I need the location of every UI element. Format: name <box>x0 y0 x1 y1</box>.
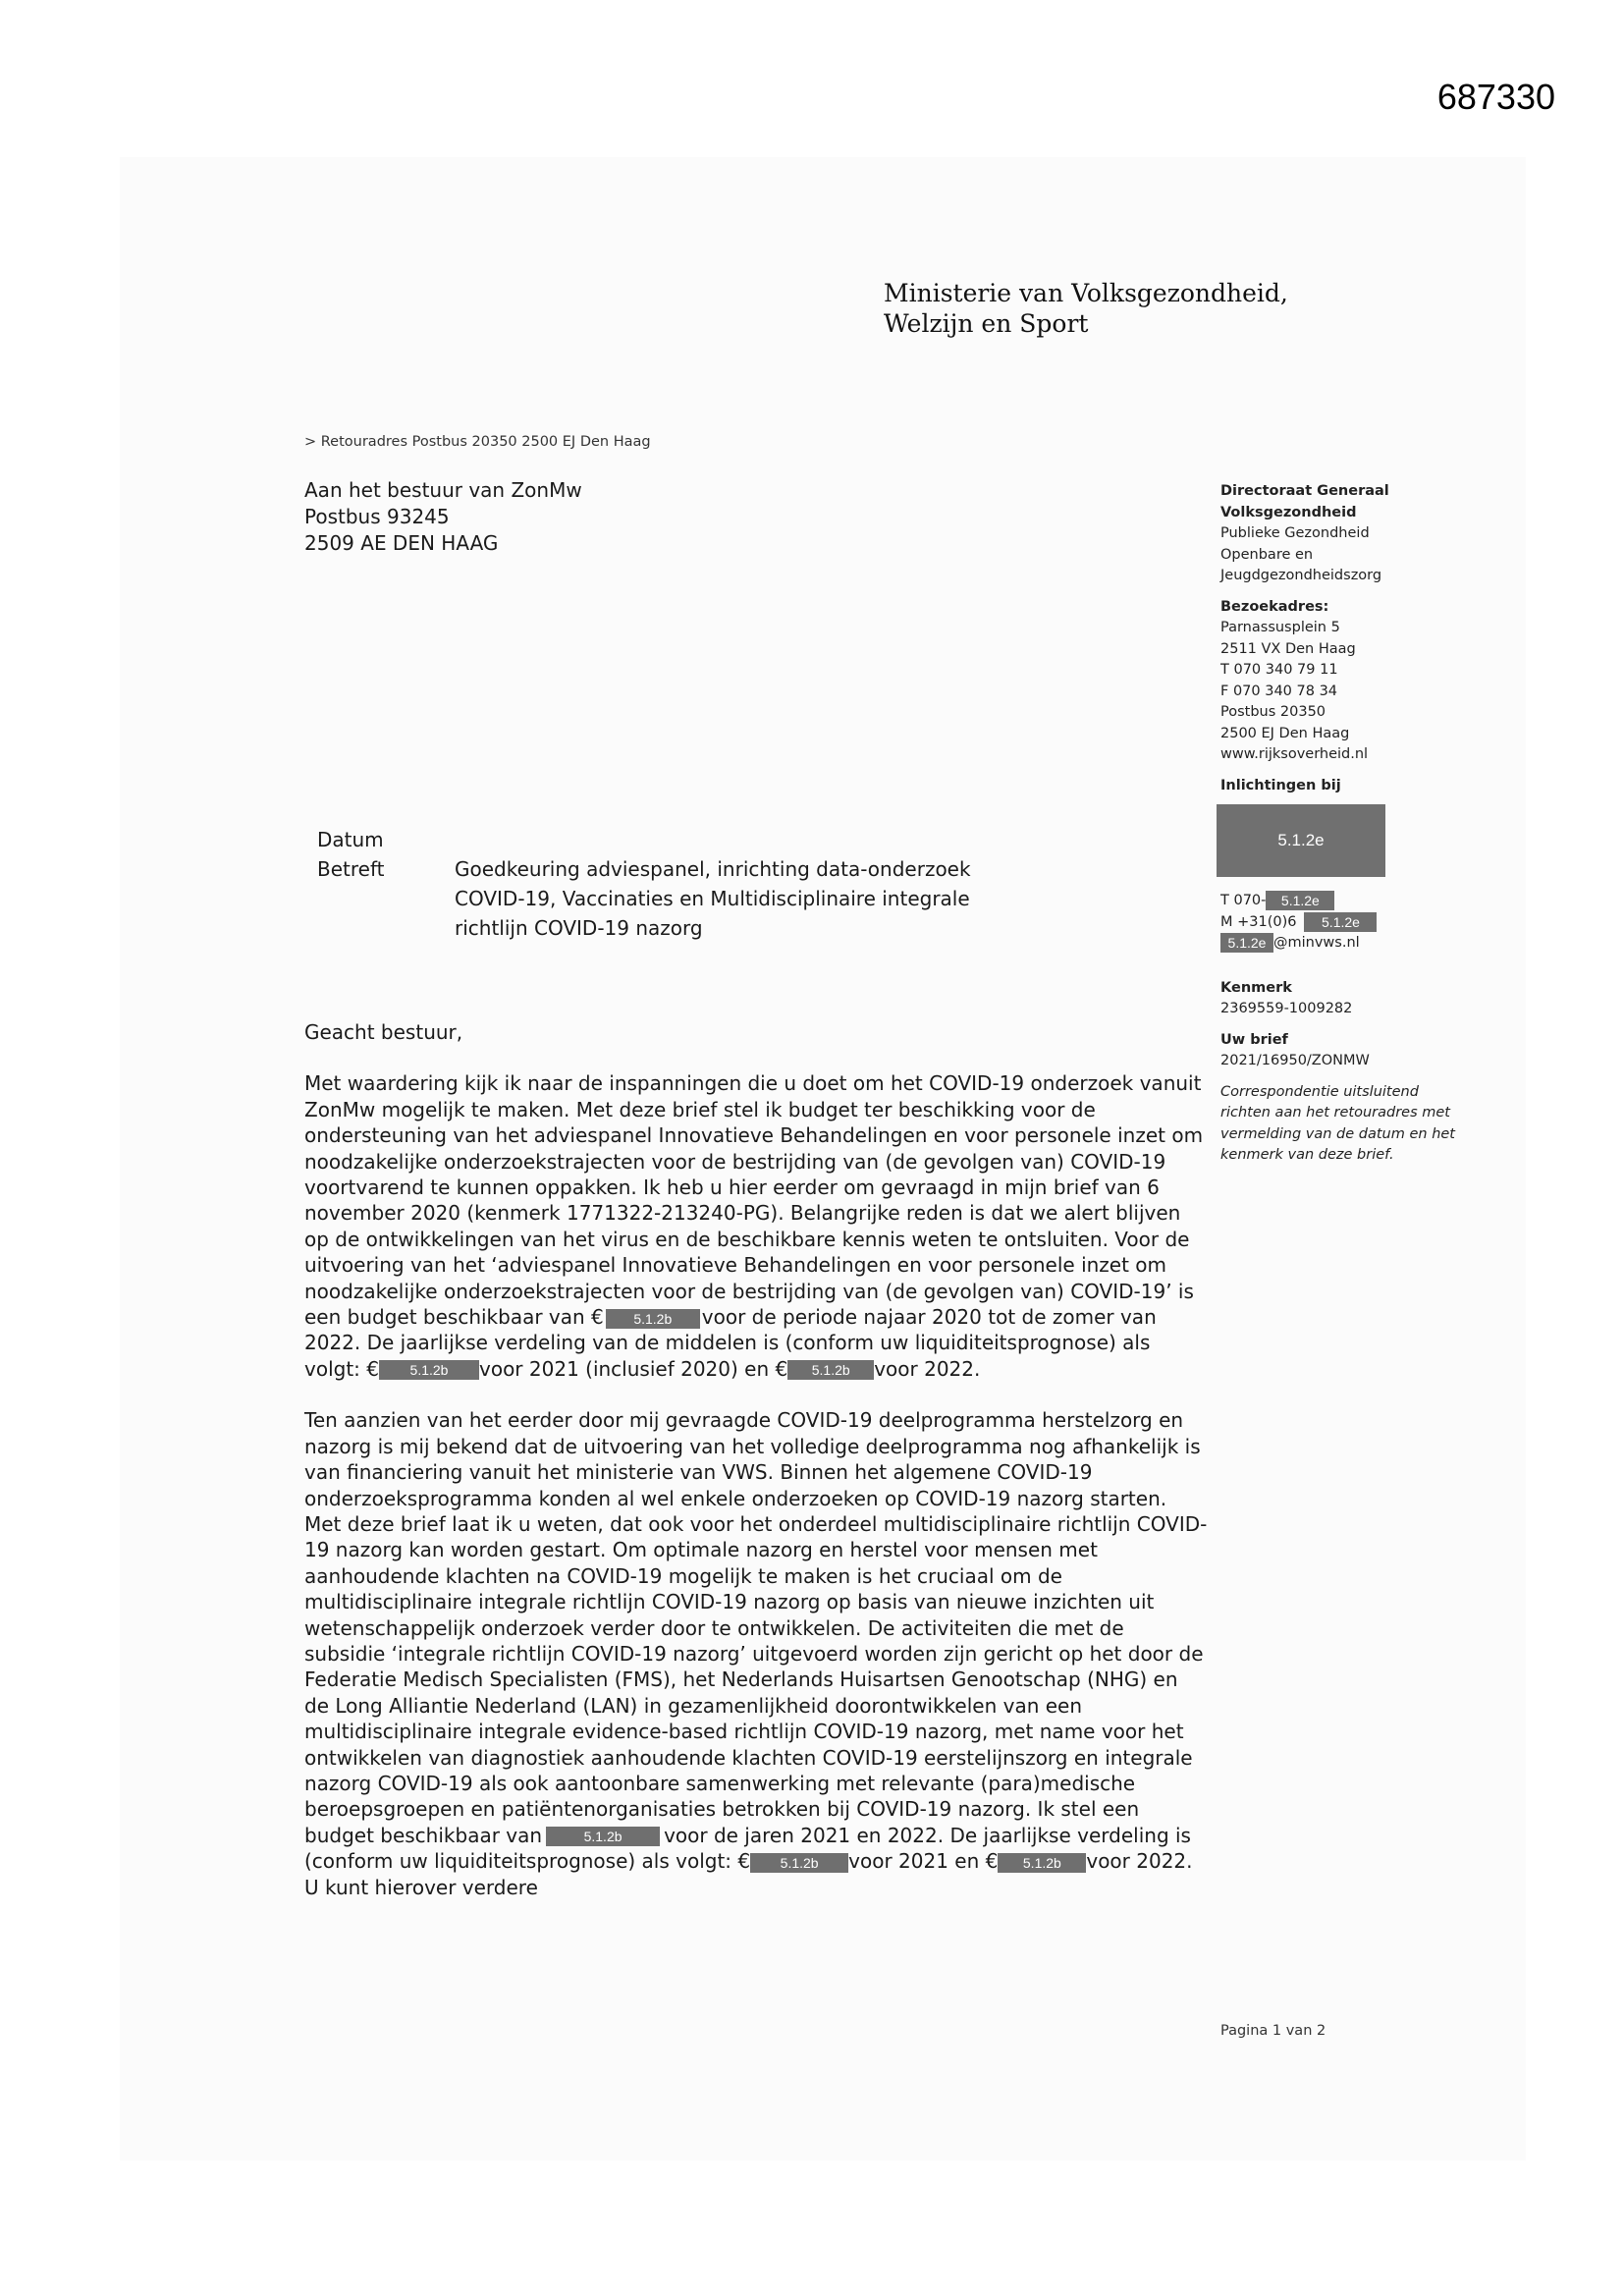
paragraph-1 <box>304 1070 1208 1382</box>
date-label: Datum <box>317 828 384 851</box>
redacted-amount: 5.1.2b <box>787 1360 874 1380</box>
ministry-name <box>884 278 1288 339</box>
visit-address-line: 2511 VX Den Haag <box>1220 640 1356 657</box>
document-number: 687330 <box>1436 77 1555 117</box>
addressee-line-2: Postbus 93245 <box>304 505 450 528</box>
redacted-mobile: 5.1.2e <box>1304 912 1377 932</box>
phone-prefix: T 070- <box>1220 893 1267 908</box>
redacted-amount: 5.1.2b <box>998 1853 1086 1873</box>
redacted-email: 5.1.2e <box>1220 933 1273 953</box>
ministry-line-2: Welzijn en Sport <box>884 309 1089 338</box>
text: voor 2021 en € <box>848 1849 999 1874</box>
redacted-phone: 5.1.2e <box>1266 891 1334 910</box>
page-number: Pagina 1 van 2 <box>1220 2023 1326 2039</box>
redacted-contact-name: 5.1.2e <box>1217 804 1385 877</box>
visit-address-line: 2500 EJ Den Haag <box>1220 725 1350 741</box>
contact-phone <box>1220 891 1466 912</box>
redacted-amount: 5.1.2b <box>606 1309 700 1329</box>
redacted-amount: 5.1.2b <box>750 1853 848 1873</box>
text: voor 2022. U kunt hierover verdere <box>304 1849 1193 1899</box>
contact-email <box>1220 933 1466 955</box>
addressee-line-1: Aan het bestuur van ZonMw <box>304 478 582 502</box>
text: Met waardering kijk ik naar de inspanningen die u doet om het COVID-19 onderzoek vanuit ZonMw mogelijk te maken. Met deze brief stel ik budget ter beschikking voor de ondersteuning van het adviespanel Innovatieve Behandelingen en voor personele inzet om noodzakelijke onderzoekstrajecten voor de bestrijding van (de gevolgen van) COVID-19 voortvarend te kunnen oppakken. Ik heb u hier eerder om gevraagd in mijn brief van 6 november 2020 (kenmerk 1771322-213240-PG). Belangrijke reden is dat we alert blijven op de ontwikkelingen van het virus en de beschikbare kennis weten te ontsluiten. Voor de uitvoering van het ‘adviespanel Innovatieve Behandelingen en voor personele inzet om noodzakelijke onderzoekstrajecten voor de bestrijding van (de gevolgen van) COVID-19’ is een budget beschikbaar van € <box>304 1071 1204 1330</box>
subject-label: Betreft <box>317 857 385 881</box>
return-address: > Retouradres Postbus 20350 2500 EJ Den Haag <box>304 434 651 450</box>
org-line: Jeugdgezondheidszorg <box>1220 568 1382 583</box>
text: Ten aanzien van het eerder door mij gevraagde COVID-19 deelprogramma herstelzorg en nazorg is mij bekend dat de uitvoering van het volledige deelprogramma nog afhankelijk is van financiering vanuit het ministerie van VWS. Binnen het algemene COVID-19 onderzoeksprogramma konden al wel enkele onderzoeken op COVID-19 nazorg starten. Met deze brief laat ik u weten, dat ook voor het onderdeel multidisciplinaire richtlijn COVID-19 nazorg kan worden gestart. Om optimale nazorg en herstel voor mensen met aanhoudende klachten na COVID-19 mogelijk te maken is het cruciaal om de multidisciplinaire integrale richtlijn COVID-19 nazorg op basis van nieuwe inzichten uit wetenschappelijk onderzoek verder door te ontwikkelen. De activiteiten die met de subsidie ‘integrale richtlijn COVID-19 nazorg’ uitgevoerd worden zijn gericht op het door de Federatie Medisch Specialisten (FMS), het Nederlands Huisartsen Genootschap (NHG) en de Long Alliantie Nederland (LAN) in gezamenlijkheid doorontwikkelen van een multidisciplinaire integrale evidence-based richtlijn COVID-19 nazorg, met name voor het ontwikkelen van diagnostiek aanhoudende klachten COVID-19 eerstelijnszorg en integrale nazorg COVID-19 als ook aantoonbare samenwerking met relevante (para)medische beroepsgroepen en patiëntenorganisaties betrokken bij COVID-19 nazorg. Ik stel een budget beschikbaar van <box>304 1408 1208 1847</box>
letter-meta <box>317 825 1044 943</box>
addressee <box>304 477 582 557</box>
ministry-line-1: Ministerie van Volksgezondheid, <box>884 279 1288 307</box>
redacted-amount: 5.1.2b <box>379 1360 479 1380</box>
org-line: Publieke Gezondheid <box>1220 525 1370 541</box>
salutation: Geacht bestuur, <box>304 1020 463 1044</box>
text: voor de jaren 2021 en 2022. De jaarlijkse verdeling is (conform uw liquiditeitsprognose) als volgt: € <box>304 1823 1191 1874</box>
text: voor de periode najaar 2020 tot de zomer van 2022. De jaarlijkse verdeling van de middelen is (conform uw liquiditeitsprognose) als volgt: € <box>304 1305 1157 1381</box>
info-label: Inlichtingen bij <box>1220 777 1341 793</box>
reference-value: 2369559-1009282 <box>1220 1001 1353 1016</box>
mobile-prefix: M +31(0)6 <box>1220 913 1297 930</box>
paragraph-2 <box>304 1407 1208 1900</box>
website-link[interactable]: www.rijksoverheid.nl <box>1220 746 1369 762</box>
sender-sidebar <box>1220 481 1466 1167</box>
visit-address-line: Parnassusplein 5 <box>1220 620 1340 635</box>
reference-label: Kenmerk <box>1220 979 1292 996</box>
your-letter-label: Uw brief <box>1220 1031 1288 1048</box>
text: voor 2022. <box>874 1356 981 1381</box>
visit-address-line: T 070 340 79 11 <box>1220 662 1338 678</box>
contact-mobile <box>1220 912 1466 934</box>
email-suffix: @minvws.nl <box>1273 935 1360 951</box>
addressee-line-3: 2509 AE DEN HAAG <box>304 531 499 555</box>
letter-body <box>304 1019 1208 1926</box>
visit-address-line: Postbus 20350 <box>1220 704 1326 720</box>
correspondence-note: Correspondentie uitsluitend richten aan het retouradres met vermelding van de datum en het kenmerk van deze brief. <box>1220 1083 1455 1163</box>
org-line: Openbare en <box>1220 546 1314 563</box>
text: voor 2021 (inclusief 2020) en € <box>479 1356 788 1381</box>
visit-address-line: F 070 340 78 34 <box>1220 683 1338 699</box>
your-letter-value: 2021/16950/ZONMW <box>1220 1053 1370 1068</box>
subject-text: Goedkeuring adviespanel, inrichting data-onderzoek COVID-19, Vaccinaties en Multidisciplinaire integrale richtlijn COVID-19 nazorg <box>455 857 971 940</box>
visit-address-label: Bezoekadres: <box>1220 598 1329 615</box>
org-line: Volksgezondheid <box>1220 504 1357 520</box>
redacted-amount: 5.1.2b <box>546 1827 660 1846</box>
org-line: Directoraat Generaal <box>1220 483 1389 499</box>
